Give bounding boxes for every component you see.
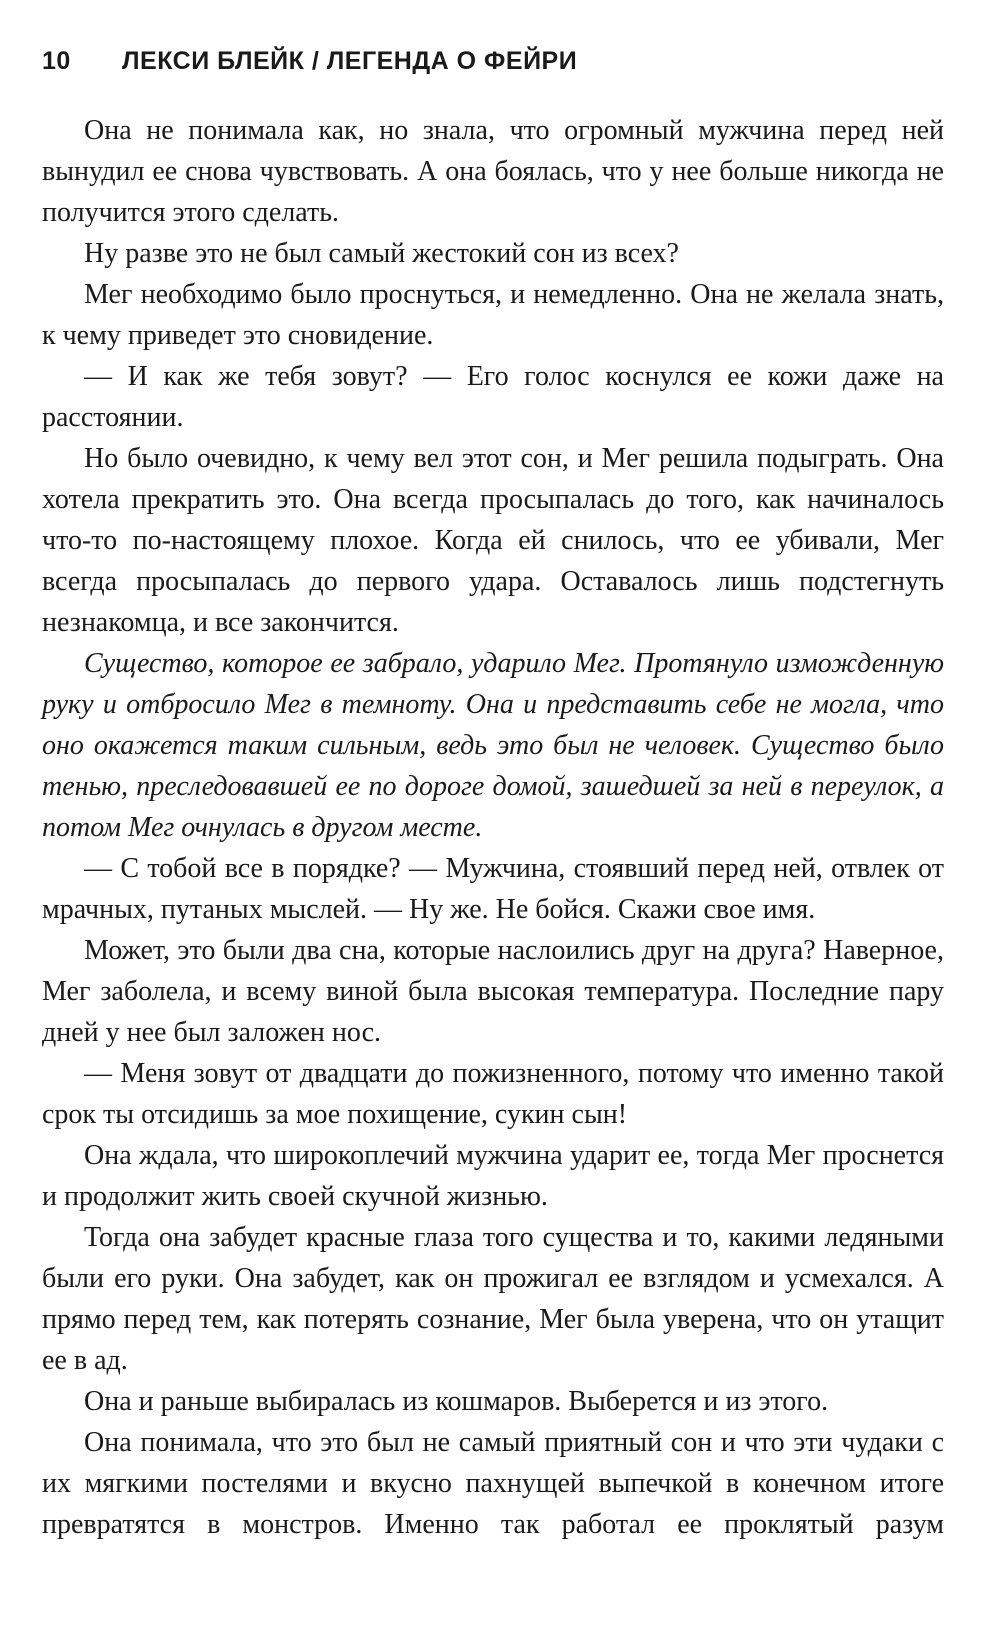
paragraph: Ну разве это не был самый жестокий сон из всех? xyxy=(84,238,679,269)
paragraph: Существо, которое ее забрало, ударило Мег. Протянуло изможденную руку и отбросило Мег в темноту. Она и представить себе не могла, что оно окажется таким сильным, ведь это был не человек. Существо было тенью, преследовавшей ее по дороге домой, зашедшей за ней в переулок, а потом Мег очнулась в другом месте. xyxy=(42,648,944,843)
page-number: 10 xyxy=(42,47,71,75)
paragraph: Мег необходимо было проснуться, и немедленно. Она не желала знать, к чему приведет это сновидение. xyxy=(42,279,944,351)
paragraph: Она и раньше выбиралась из кошмаров. Выберется и из этого. xyxy=(84,1386,829,1417)
paragraph: — Меня зовут от двадцати до пожизненного, потому что именно такой срок ты отсидишь за мое похищение, сукин сын! xyxy=(42,1058,944,1130)
paragraph: — И как же тебя зовут? — Его голос коснулся ее кожи даже на расстоянии. xyxy=(42,361,944,433)
paragraph: Она понимала, что это был не самый приятный сон и что эти чудаки с их мягкими постелями и вкусно пахнущей выпечкой в конечном итоге превратятся в монстров. Именно так работал ее проклятый разум xyxy=(42,1427,944,1540)
paragraph: Может, это были два сна, которые наслоились друг на друга? Наверное, Мег заболела, и всему виной была высокая температура. Последние пару дней у нее был заложен нос. xyxy=(42,935,944,1048)
paragraph: Но было очевидно, к чему вел этот сон, и Мег решила подыграть. Она хотела прекратить это. Она всегда просыпалась до того, как начиналось что-то по-настоящему плохое. Когда ей снилось, что ее убивали, Мег всегда просыпалась до первого удара. Оставалось лишь подстегнуть незнакомца, и все закончится. xyxy=(42,443,944,638)
running-title: ЛЕКСИ БЛЕЙК / ЛЕГЕНДА О ФЕЙРИ xyxy=(122,47,578,75)
paragraph: Она не понимала как, но знала, что огромный мужчина перед ней вынудил ее снова чувствовать. А она боялась, что у нее больше никогда не получится этого сделать. xyxy=(42,115,944,228)
paragraph: — С тобой все в порядке? — Мужчина, стоявший перед ней, отвлек от мрачных, путаных мыслей. — Ну же. Не бойся. Скажи свое имя. xyxy=(42,853,944,925)
paragraph: Она ждала, что широкоплечий мужчина ударит ее, тогда Мег проснется и продолжит жить своей скучной жизнью. xyxy=(42,1140,944,1212)
book-page xyxy=(42,44,944,1545)
paragraph: Тогда она забудет красные глаза того существа и то, какими ледяными были его руки. Она забудет, как он прожигал ее взглядом и усмехался. А прямо перед тем, как потерять сознание, Мег была уверена, что он утащит ее в ад. xyxy=(42,1222,944,1376)
running-header xyxy=(42,44,944,78)
body-text xyxy=(42,110,944,1545)
